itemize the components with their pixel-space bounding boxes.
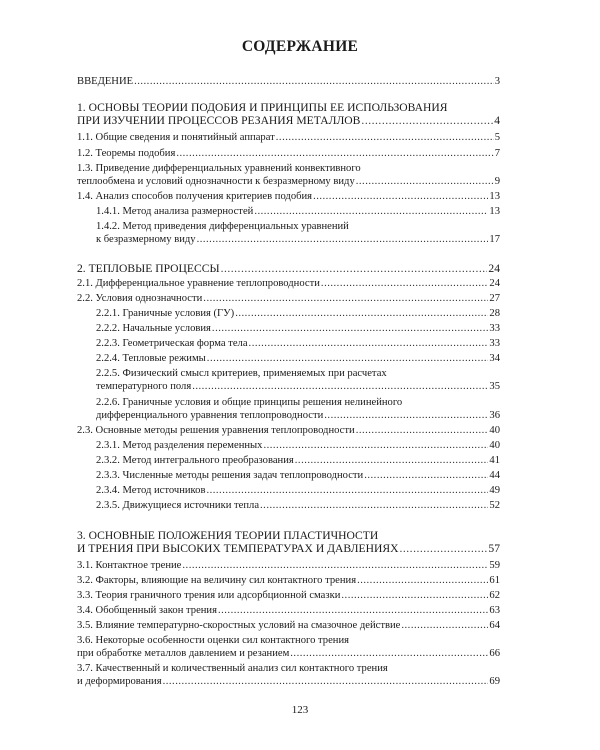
- toc-entry-title: 1. ОСНОВЫ ТЕОРИИ ПОДОБИЯ И ПРИНЦИПЫ ЕЕ ИСПОЛЬЗОВАНИЯ: [77, 101, 448, 114]
- toc-entry: [77, 101, 500, 127]
- toc-entry-page: 62: [489, 590, 500, 601]
- toc-entry-title: 3.3. Теория граничного трения или адсорбционной смазки: [77, 590, 341, 601]
- toc-entry-page: 17: [489, 234, 500, 245]
- toc-entry: [77, 292, 500, 305]
- toc-entry-title: 2.3.3. Численные методы решения задач теплопроводности: [96, 470, 364, 481]
- toc-entry-page: 52: [489, 500, 500, 511]
- toc-entry: [77, 131, 500, 144]
- toc-entry: [96, 469, 500, 482]
- toc-entry-page: 40: [489, 425, 500, 436]
- toc-entry: [77, 574, 500, 587]
- toc-entry: [77, 589, 500, 602]
- toc-entry-title: 2.3.1. Метод разделения переменных: [96, 440, 263, 451]
- toc-entry-page: 44: [489, 470, 500, 481]
- toc-entry-title: теплообмена и условий однозначности к безразмерному виду: [77, 176, 355, 187]
- toc-entry-page: 63: [489, 605, 500, 616]
- toc-entry-page: 36: [489, 410, 500, 421]
- page-title: СОДЕРЖАНИЕ: [241, 38, 359, 55]
- toc-entry: [77, 147, 500, 160]
- toc-entry-title: 3.2. Факторы, влияющие на величину сил контактного трения: [77, 575, 357, 586]
- toc-entry: [96, 322, 500, 335]
- toc-entry-title: 2.2.3. Геометрическая форма тела: [96, 338, 248, 349]
- toc-entry-page: 59: [489, 560, 500, 571]
- toc-entry-page: 9: [494, 176, 500, 187]
- toc-entry-title: 3.1. Контактное трение: [77, 560, 182, 571]
- toc-entry-title: 3. ОСНОВНЫЕ ПОЛОЖЕНИЯ ТЕОРИИ ПЛАСТИЧНОСТИ: [77, 529, 379, 542]
- toc-entry-page: 5: [494, 132, 500, 143]
- toc-entry: [96, 205, 500, 218]
- toc-entry-title: 2.1. Дифференциальное уравнение теплопроводности: [77, 278, 320, 289]
- toc-entry-title: 2. ТЕПЛОВЫЕ ПРОЦЕССЫ: [77, 262, 220, 275]
- toc-entry-page: 24: [489, 278, 500, 289]
- toc-entry: [77, 190, 500, 203]
- toc-entry: [77, 559, 500, 572]
- toc-entry-title: 1.2. Теоремы подобия: [77, 148, 176, 159]
- toc-entry-page: 3: [494, 76, 500, 87]
- toc-entry: [96, 454, 500, 467]
- toc-entry: [77, 604, 500, 617]
- toc-entry-title: 2.2.5. Физический смысл критериев, применяемых при расчетах: [96, 368, 387, 379]
- toc-entry-page: 34: [489, 353, 500, 364]
- toc-entry-title: и деформирования: [77, 676, 162, 687]
- toc-entry-page: 33: [489, 323, 500, 334]
- toc-entry-title: к безразмерному виду: [96, 234, 196, 245]
- toc-entry: [77, 634, 500, 660]
- toc-entry-page: 28: [489, 308, 500, 319]
- toc-entry-page: 27: [489, 293, 500, 304]
- toc-entry: [77, 162, 500, 188]
- toc-entry-title: 2.3. Основные методы решения уравнения теплопроводности: [77, 425, 355, 436]
- toc-entry: [96, 484, 500, 497]
- toc-entry-title: 2.3.5. Движущиеся источники тепла: [96, 500, 260, 511]
- toc-entry-title: 3.6. Некоторые особенности оценки сил контактного трения: [77, 635, 350, 646]
- toc-entry: [77, 75, 500, 88]
- toc-entry: [77, 262, 500, 275]
- page-number: 123: [291, 704, 309, 716]
- toc-entry-page: 41: [489, 455, 500, 466]
- toc-entry-page: 24: [488, 262, 500, 275]
- toc-entry: [96, 367, 500, 393]
- toc-entry-title: 3.5. Влияние температурно-скоростных условий на смазочное действие: [77, 620, 401, 631]
- toc-entry: [96, 396, 500, 422]
- toc-entry: [96, 499, 500, 512]
- toc-entry-page: 57: [488, 542, 500, 555]
- toc-entry: [77, 529, 500, 555]
- toc-entry-title: 2.2.2. Начальные условия: [96, 323, 211, 334]
- toc-entry-page: 64: [489, 620, 500, 631]
- toc-entry-page: 33: [489, 338, 500, 349]
- toc-entry-title: 2.2.4. Тепловые режимы: [96, 353, 206, 364]
- toc-entry-title: 1.4. Анализ способов получения критериев подобия: [77, 191, 313, 202]
- toc-entry-title: 2.3.4. Метод источников: [96, 485, 206, 496]
- toc-entry: [77, 662, 500, 688]
- toc-entry-page: 40: [489, 440, 500, 451]
- toc-entry-page: 13: [489, 206, 500, 217]
- toc-entry: [96, 352, 500, 365]
- toc-entry-title: температурного поля: [96, 381, 192, 392]
- toc-entry-title: 1.3. Приведение дифференциальных уравнений конвективного: [77, 163, 361, 174]
- toc-entry: [96, 307, 500, 320]
- toc-entry: [96, 439, 500, 452]
- toc-entry-title: 3.4. Обобщенный закон трения: [77, 605, 217, 616]
- toc-entry-page: 13: [489, 191, 500, 202]
- toc-entry-page: 7: [494, 148, 500, 159]
- toc-entry-title: 1.4.1. Метод анализа размерностей: [96, 206, 254, 217]
- toc-entry-page: 66: [489, 648, 500, 659]
- toc-entry: [96, 220, 500, 246]
- toc-entry-title: дифференциального уравнения теплопроводности: [96, 410, 324, 421]
- toc-entry: [77, 619, 500, 632]
- toc-entry-title: 3.7. Качественный и количественный анализ сил контактного трения: [77, 663, 388, 674]
- toc-entry-page: 69: [489, 676, 500, 687]
- toc-entry: [77, 277, 500, 290]
- toc-entry-title: 2.3.2. Метод интегрального преобразования: [96, 455, 294, 466]
- toc-entry: [96, 337, 500, 350]
- toc-entry-page: 61: [489, 575, 500, 586]
- toc-entry-title: ВВЕДЕНИЕ: [77, 76, 134, 87]
- toc-entry-title: при обработке металлов давлением и резанием: [77, 648, 290, 659]
- toc-entry-title: 2.2. Условия однозначности: [77, 293, 203, 304]
- toc-entry-title: 1.4.2. Метод приведения дифференциальных уравнений: [96, 221, 349, 232]
- toc-entry-title: 1.1. Общие сведения и понятийный аппарат: [77, 132, 275, 143]
- toc-entry-title: 2.2.6. Граничные условия и общие принципы решения нелинейного: [96, 397, 403, 408]
- toc-entry-title: 2.2.1. Граничные условия (ГУ): [96, 308, 235, 319]
- toc-entry: [77, 424, 500, 437]
- toc-entry-page: 4: [494, 114, 500, 127]
- toc-entry-title: ПРИ ИЗУЧЕНИИ ПРОЦЕССОВ РЕЗАНИЯ МЕТАЛЛОВ: [77, 114, 361, 127]
- toc-entry-title: И ТРЕНИЯ ПРИ ВЫСОКИХ ТЕМПЕРАТУРАХ И ДАВЛЕНИЯХ: [77, 542, 399, 555]
- toc-entry-page: 35: [489, 381, 500, 392]
- toc-entry-page: 49: [489, 485, 500, 496]
